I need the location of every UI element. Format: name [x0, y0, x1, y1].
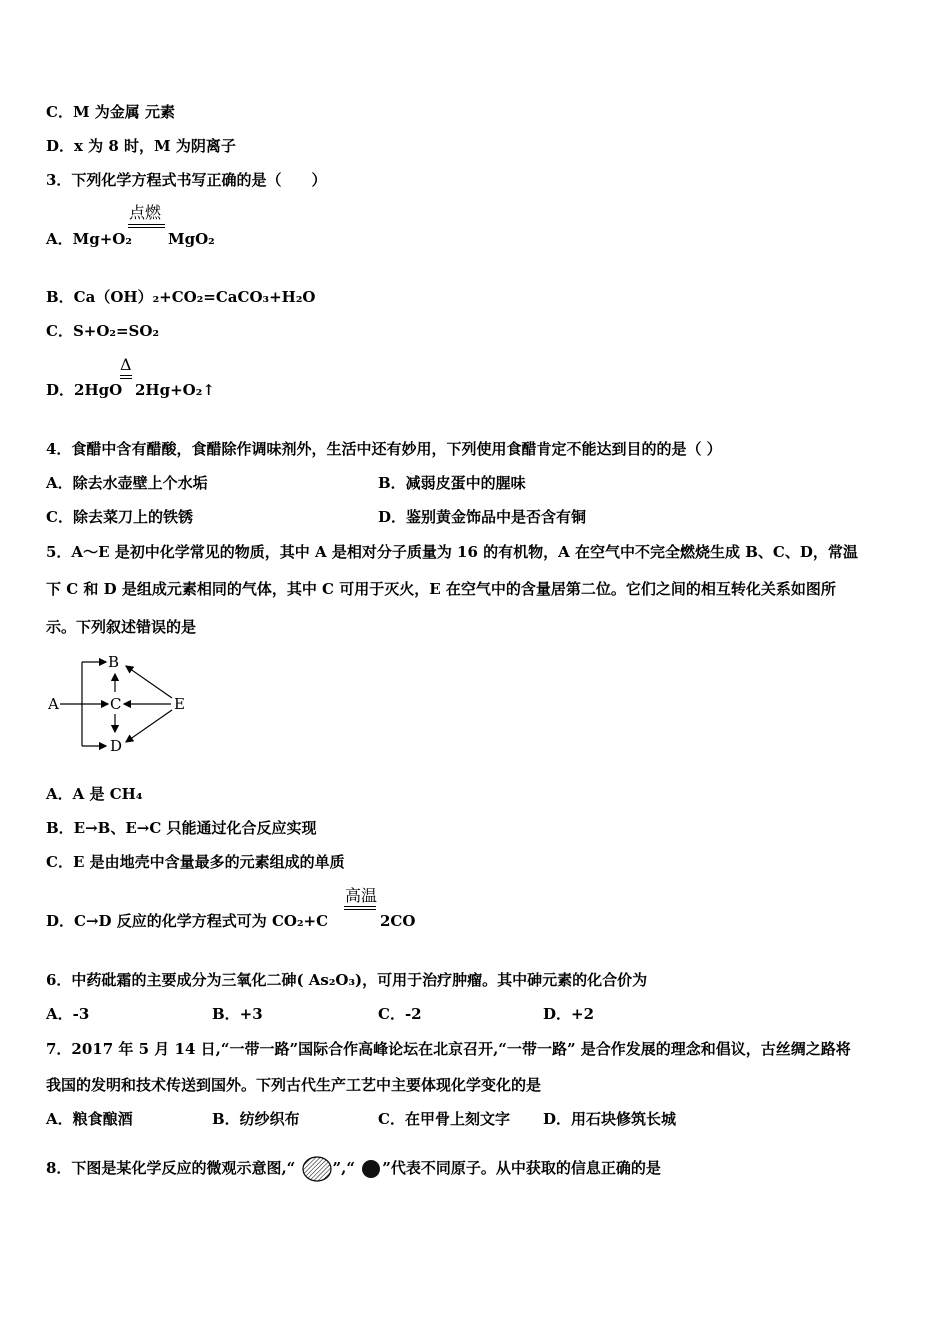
q3-d-equals-sign	[120, 375, 132, 379]
q8-stem-part1: 8．下图是某化学反应的微观示意图,“	[46, 1159, 296, 1177]
q4-option-a: A．除去水壶壁上个水垢	[46, 474, 208, 492]
q5-stem-line1: 5．A～E 是初中化学常见的物质，其中 A 是相对分子质量为 16 的有机物，A 在空气中不完全燃烧生成 B、C、D，常温	[46, 543, 858, 561]
q6-option-c: C．-2	[378, 1005, 422, 1023]
q8-stem-part2: ”,“	[332, 1159, 356, 1177]
node-a: A	[48, 695, 59, 713]
q6-stem: 6．中药砒霜的主要成分为三氧化二砷( As₂O₃)，可用于治疗肿瘤。其中砷元素的化合价为	[46, 971, 648, 989]
q3-d-condition: Δ	[120, 355, 132, 374]
arrow-e-to-b	[126, 666, 172, 698]
q3-option-a-product: MgO₂	[168, 230, 215, 248]
q7-option-a: A．粮食酿酒	[46, 1110, 133, 1128]
q4-option-c: C．除去菜刀上的铁锈	[46, 508, 193, 526]
q5-option-d-product: 2CO	[380, 912, 416, 930]
q4-option-d: D．鉴别黄金饰品中是否含有铜	[378, 508, 587, 526]
q5-stem-line2: 下 C 和 D 是组成元素相同的气体，其中 C 可用于灭火，E 在空气中的含量居第二位。它们之间的相互转化关系如图所	[46, 580, 836, 598]
q3-a-equals-sign	[128, 224, 165, 228]
node-c: C	[110, 695, 122, 713]
q5-option-d-reactants: D．C→D 反应的化学方程式可为 CO₂+C	[46, 912, 329, 930]
q3-option-c: C．S+O₂=SO₂	[46, 322, 160, 340]
q8-stem	[46, 1155, 661, 1183]
q3-option-d-reactants: D．2HgO	[46, 381, 123, 399]
q4-stem: 4．食醋中含有醋酸，食醋除作调味剂外，生活中还有妙用，下列使用食醋肯定不能达到目的的是（ ）	[46, 440, 722, 458]
q5-conversion-diagram	[44, 650, 194, 760]
q2-option-d: D．x 为 8 时，M 为阴离子	[46, 137, 236, 155]
q5-stem-line3: 示。下列叙述错误的是	[46, 618, 197, 636]
q7-option-d: D．用石块修筑长城	[543, 1110, 677, 1128]
q3-a-condition: 点燃	[129, 203, 162, 222]
node-b: B	[108, 653, 120, 671]
q3-option-a-reactants: A．Mg+O₂	[46, 230, 132, 248]
q5-d-equals-sign	[344, 906, 376, 910]
q7-stem-line2: 我国的发明和技术传送到国外。下列古代生产工艺中主要体现化学变化的是	[46, 1076, 542, 1094]
q7-option-c: C．在甲骨上刻文字	[378, 1110, 510, 1128]
q3-option-d-product	[135, 380, 215, 400]
q2-option-c: C．M 为金属 元素	[46, 103, 175, 121]
arrow-e-to-d	[126, 710, 172, 742]
q6-option-b: B．+3	[212, 1005, 263, 1023]
hatched-atom-icon	[301, 1155, 333, 1183]
q3-option-b: B．Ca（OH）₂+CO₂=CaCO₃+H₂O	[46, 288, 316, 306]
gas-arrow-icon: ↑	[202, 381, 215, 399]
q3-option-d-product-text: 2Hg+O₂	[135, 381, 203, 399]
q8-stem-part3: ”代表不同原子。从中获取的信息正确的是	[382, 1159, 661, 1177]
q7-option-b: B．纺纱织布	[212, 1110, 300, 1128]
q7-stem-line1: 7．2017 年 5 月 14 日,“一带一路”国际合作高峰论坛在北京召开,“一带一路” 是合作发展的理念和倡议，古丝绸之路将	[46, 1040, 851, 1058]
node-d: D	[110, 737, 123, 755]
q3-stem: 3．下列化学方程式书写正确的是（ ）	[46, 171, 327, 189]
dark-atom-icon	[360, 1158, 382, 1180]
node-e: E	[174, 695, 185, 713]
q4-option-b: B．减弱皮蛋中的腥味	[378, 474, 526, 492]
q6-option-a: A．-3	[46, 1005, 90, 1023]
q5-option-b: B．E→B、E→C 只能通过化合反应实现	[46, 819, 317, 837]
q6-option-d: D．+2	[543, 1005, 595, 1023]
q5-option-a: A．A 是 CH₄	[46, 785, 143, 803]
q5-d-condition: 高温	[345, 886, 378, 905]
q5-option-c: C．E 是由地壳中含量最多的元素组成的单质	[46, 853, 345, 871]
